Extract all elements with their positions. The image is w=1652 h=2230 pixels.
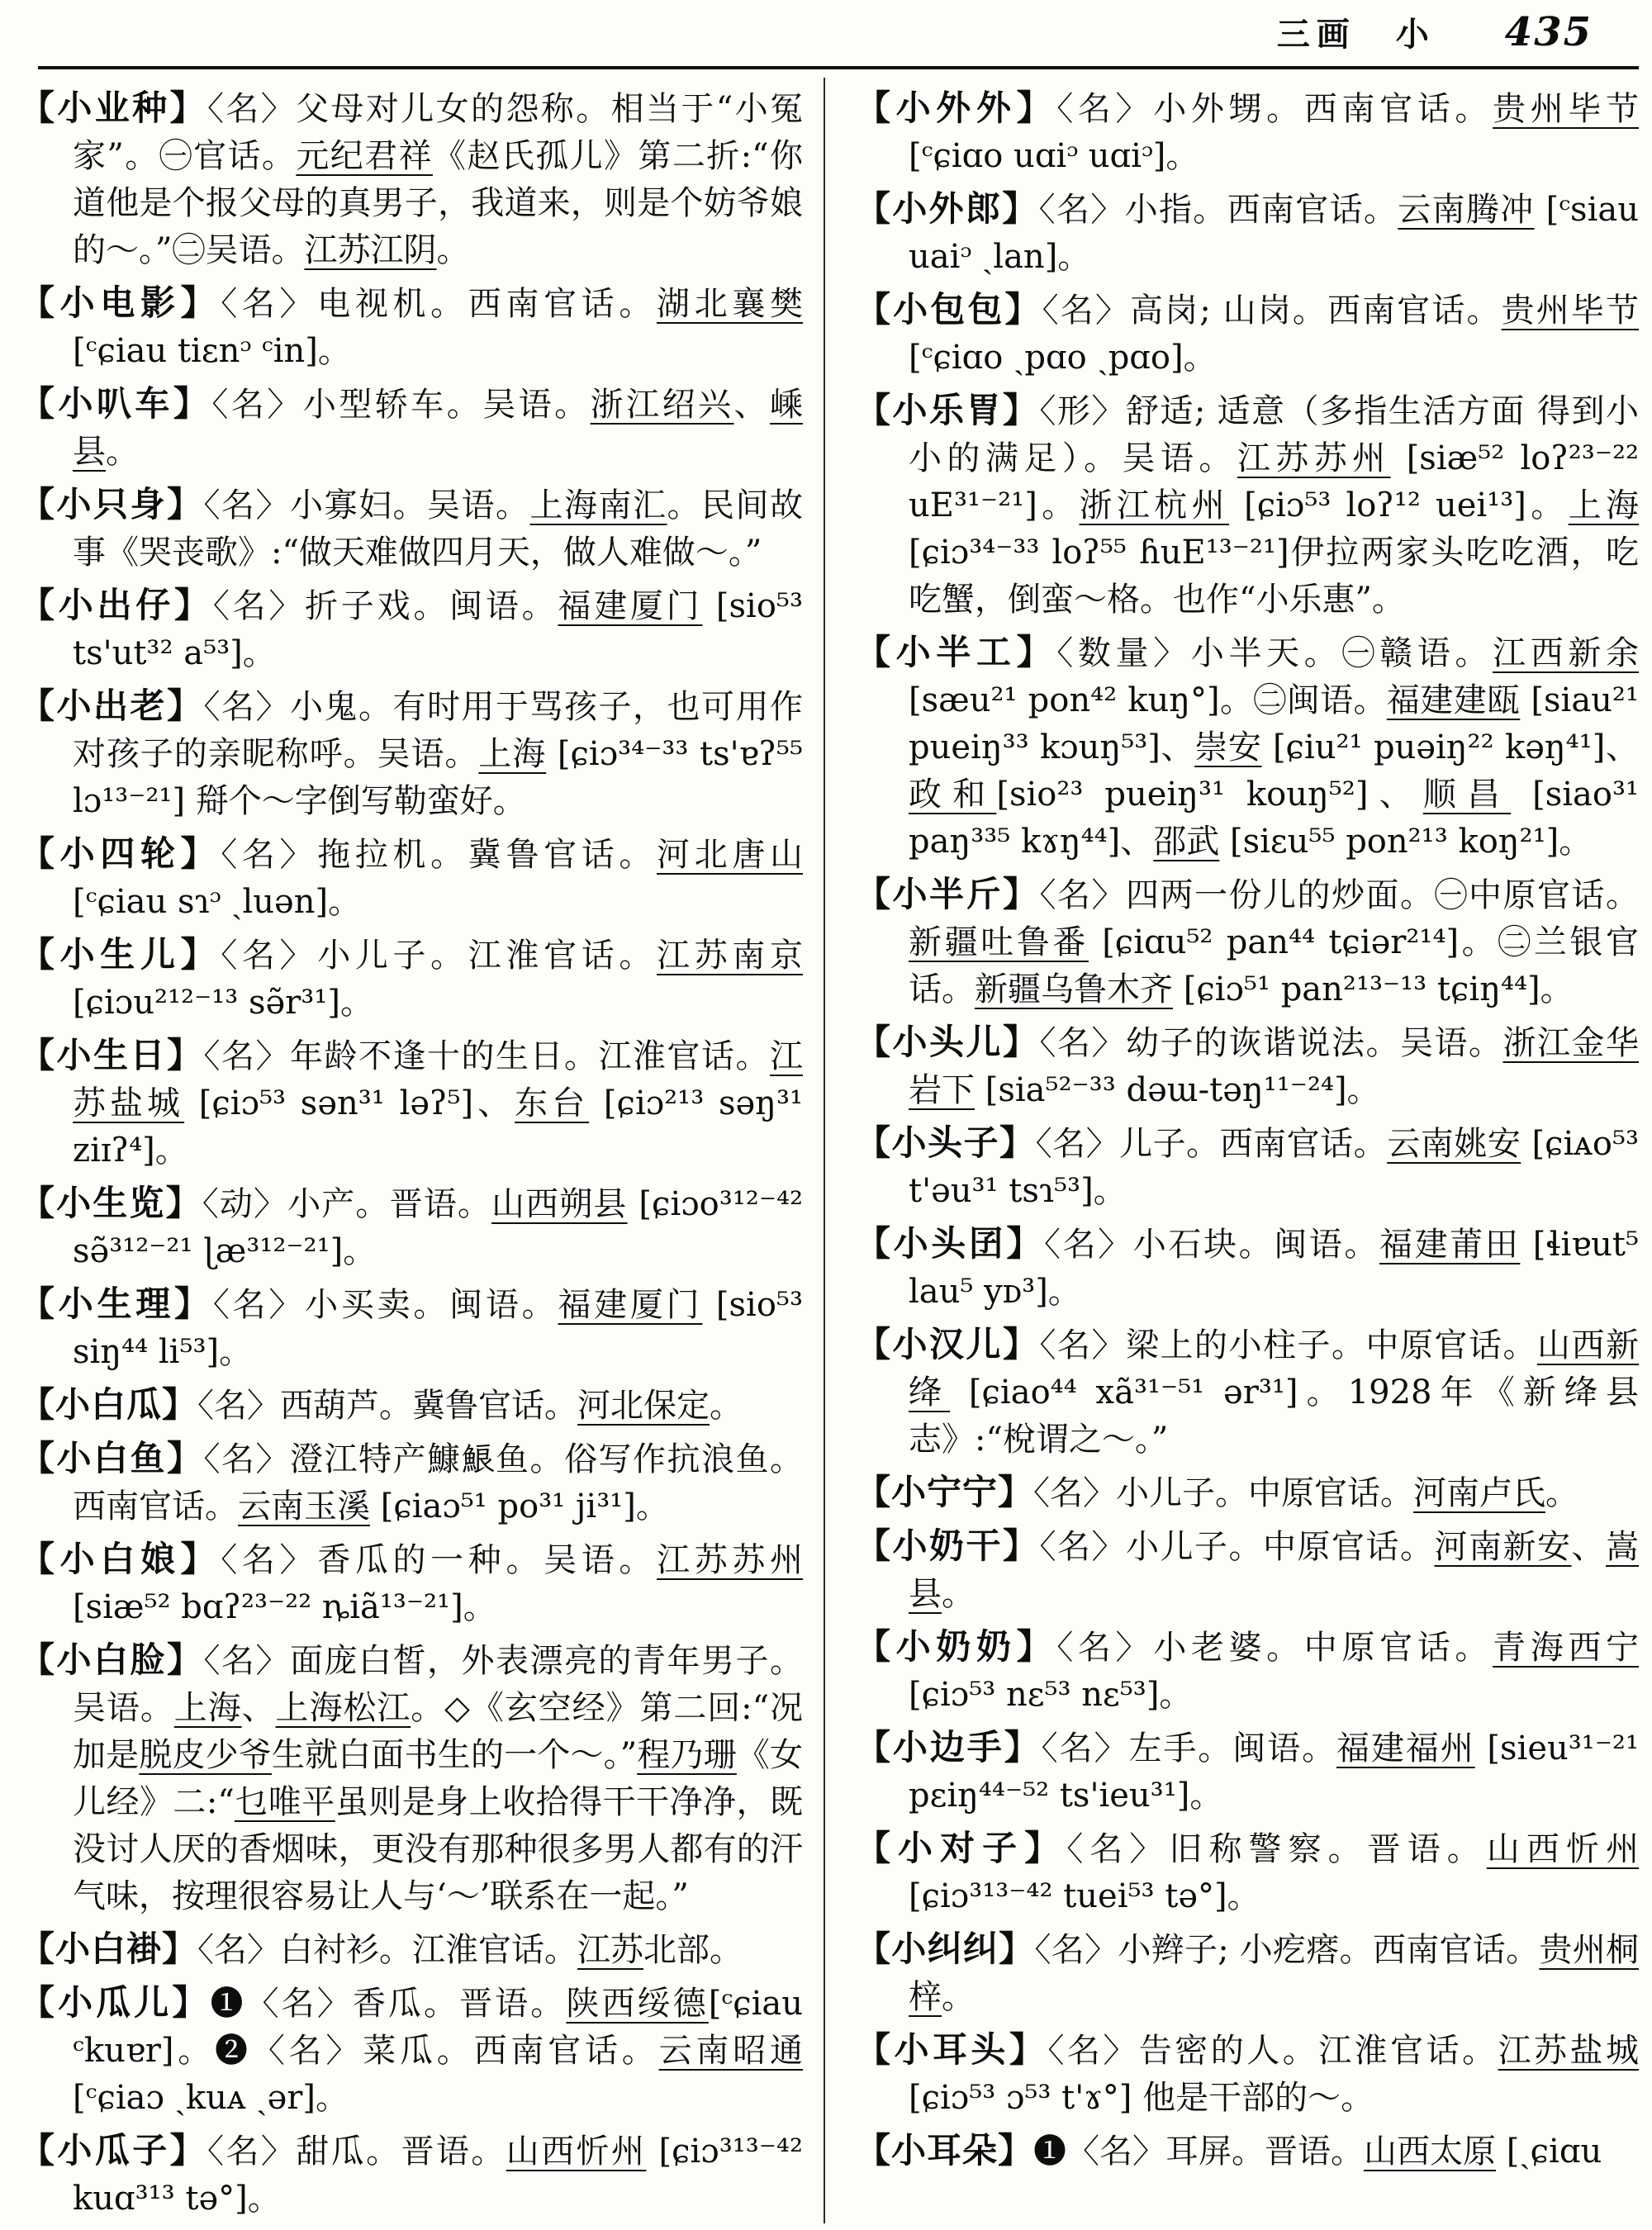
entry-text: 〈名〉电视机。西南官话。 xyxy=(221,285,657,323)
header-rule xyxy=(38,66,1639,69)
underlined-proper-name: 崇安 xyxy=(1194,728,1262,766)
underlined-proper-name: 山西忻州 xyxy=(506,2133,647,2171)
entry-text: 〈名〉小石块。闽语。 xyxy=(1044,1226,1379,1264)
underlined-proper-name: 江苏盐城 xyxy=(1498,2032,1640,2070)
entry-text: [ɕiɔ³⁴⁻³³ loʔ⁵⁵ ɦuE¹³⁻²¹]伊拉两家头吃吃酒，吃吃蟹，倒蛮～格。也作“小乐惠”。 xyxy=(909,534,1639,619)
entry-text: [ɕiɔ⁵¹ pan²¹³⁻¹³ tɕiŋ⁴⁴]。 xyxy=(1173,970,1574,1008)
entry-text: 〈名〉小外甥。西南官话。 xyxy=(1056,90,1493,128)
entry-text: [siau²¹ pueiŋ³³ kɔuŋ⁵³]、 xyxy=(909,681,1640,766)
entry-text: 〈名〉面庞白皙，外表漂亮的青年男子。吴语。 xyxy=(73,1642,803,1727)
underlined-proper-name: 云南腾冲 xyxy=(1398,191,1535,229)
underlined-proper-name: 山西新绛 xyxy=(909,1326,1639,1412)
entry-text: 〈名〉告密的人。江淮官话。 xyxy=(1047,2032,1498,2070)
underlined-proper-name: 浙江杭州 xyxy=(1079,486,1230,524)
underlined-proper-name: 江西新余 xyxy=(1493,634,1639,672)
headword: 【小纠纠】 xyxy=(856,1929,1035,1969)
entry-text: [siæ⁵² loʔ²³⁻²² uE³¹⁻²¹]。 xyxy=(909,439,1640,524)
underlined-proper-name: 嵊县 xyxy=(73,386,804,471)
entry-text: [sio⁵³ siŋ⁴⁴ li⁵³]。 xyxy=(73,1286,804,1371)
entry-text: 〈名〉儿子。西南官话。 xyxy=(1035,1125,1388,1163)
underlined-proper-name: 湖北襄樊 xyxy=(657,285,803,323)
headword: 【小外郎】 xyxy=(856,188,1039,229)
entry-text: 。 xyxy=(942,1978,975,2016)
dictionary-entry xyxy=(856,629,1639,866)
underlined-proper-name: 青海西宁 xyxy=(1493,1629,1639,1667)
underlined-proper-name: 云南昭通 xyxy=(658,2032,804,2070)
dictionary-entry xyxy=(856,286,1639,382)
headword: 【小边手】 xyxy=(856,1727,1042,1767)
dictionary-entry xyxy=(856,1522,1639,1618)
entry-text: [ᶜɕiɑo uɑiᵓ uɑiᵓ]。 xyxy=(909,137,1199,175)
underlined-proper-name: 福建莆田 xyxy=(1379,1226,1521,1264)
entry-text: [sæu²¹ pon⁴² kuŋ°]。㊁闽语。 xyxy=(909,681,1387,719)
underlined-proper-name: 上海 xyxy=(478,735,547,773)
entry-text: [ᶜɕiau ᶜkuɐr]。❷〈名〉菜瓜。西南官话。 xyxy=(73,1985,803,2070)
entry-text: 〈名〉折子戏。闽语。 xyxy=(212,587,558,625)
entry-text: 〈名〉小儿子。中原官话。 xyxy=(1039,1528,1435,1566)
entry-text: [sio²³ pueiŋ³¹ kouŋ⁵²]、 xyxy=(996,776,1423,814)
entry-text: 〈名〉四两一份儿的炒面。㊀中原官话。 xyxy=(1039,876,1639,914)
page-header xyxy=(0,8,1593,55)
entry-text: 〈名〉左手。闽语。 xyxy=(1041,1729,1337,1767)
dictionary-entry xyxy=(20,830,803,926)
section-label: 三画 xyxy=(1276,15,1356,54)
headword: 【小生理】 xyxy=(20,1283,213,1324)
entry-text: 《赵氏孤儿》第二折:“你道他是个报父母的真男子，我道来，则是个妨爷娘的～。”㊁吴语。 xyxy=(73,137,803,269)
entry-text: [siæ⁵² bɑʔ²³⁻²² ȵiã¹³⁻²¹]。 xyxy=(73,1588,496,1626)
dictionary-entry xyxy=(856,1925,1639,2021)
entry-text: 〈形〉舒适; 适意（多指生活方面 得到小小的满足）。吴语。 xyxy=(909,392,1639,477)
dictionary-entry xyxy=(20,682,803,825)
underlined-proper-name: 邵武 xyxy=(1153,823,1220,861)
right-column xyxy=(856,84,1639,2175)
dictionary-entry xyxy=(856,387,1639,624)
headword: 【小白褂】 xyxy=(20,1929,198,1969)
entry-text: 〈名〉拖拉机。冀鲁官话。 xyxy=(221,836,657,874)
underlined-proper-name: 顺昌 xyxy=(1422,776,1512,814)
headword: 【小头儿】 xyxy=(856,1022,1040,1062)
headword: 【小叭车】 xyxy=(20,383,212,424)
dictionary-entry xyxy=(856,1018,1639,1114)
entry-text: 。 xyxy=(436,231,470,269)
dictionary-entry xyxy=(20,1636,803,1920)
entry-text: [ᶜɕiau tiɛnᵓ ᶜin]。 xyxy=(73,332,351,370)
underlined-proper-name: 云南姚安 xyxy=(1387,1125,1521,1163)
underlined-proper-name: 上海南汇 xyxy=(529,486,667,524)
entry-text: 〈名〉小儿子。中原官话。 xyxy=(1033,1474,1414,1512)
dictionary-entry xyxy=(20,1179,803,1275)
entry-text: 〈名〉甜瓜。晋语。 xyxy=(207,2133,506,2171)
entry-text: 《女儿经》二:“ xyxy=(73,1736,804,1821)
headword: 【小乐胃】 xyxy=(856,390,1040,430)
entry-text: 、 xyxy=(241,1689,276,1727)
underlined-proper-name: 新疆乌鲁木齐 xyxy=(975,970,1173,1008)
entry-text: ❶〈名〉香瓜。晋语。 xyxy=(210,1985,567,2023)
entry-text: [ɕiao⁴⁴ xã³¹⁻⁵¹ ər³¹]。1928年《新绛县志》:“梲谓之～。” xyxy=(909,1374,1640,1459)
headword: 【小奶干】 xyxy=(856,1525,1040,1566)
entry-text: 〈名〉小老婆。中原官话。 xyxy=(1056,1629,1493,1667)
entry-text: 。民间故事《哭丧歌》:“做天难做四月天，做人难做～。” xyxy=(73,486,803,572)
dictionary-entry xyxy=(20,1381,803,1430)
dictionary-entry xyxy=(20,1280,803,1376)
dictionary-entry xyxy=(856,1321,1639,1464)
entry-text: 。◇《玄空经》第二回:“况加是 xyxy=(73,1689,804,1774)
entry-text: 〈动〉小产。晋语。 xyxy=(202,1185,491,1223)
underlined-proper-name: 江苏江阴 xyxy=(304,231,437,269)
underlined-proper-name: 贵州毕节 xyxy=(1493,90,1639,128)
headword: 【小半工】 xyxy=(856,632,1057,672)
headword: 【小外外】 xyxy=(856,88,1057,128)
entry-text: [ɕiɔ⁵³ nɛ⁵³ nɛ⁵³]。 xyxy=(909,1676,1193,1714)
entry-text: 〈名〉父母对儿女的怨称。相当于“小冤家”。㊀官话。 xyxy=(73,90,803,175)
entry-text: 。 xyxy=(942,1575,975,1613)
underlined-proper-name: 河南新安 xyxy=(1434,1528,1572,1566)
entry-text: 〈数量〉小半天。㊀赣语。 xyxy=(1056,634,1493,672)
underlined-proper-name: 江苏 xyxy=(577,1931,644,1969)
underlined-proper-name: 政和 xyxy=(909,776,997,814)
entry-text: 〈名〉澄江特产鱇𩷕鱼。俗写作抗浪鱼。西南官话。 xyxy=(73,1440,803,1525)
underlined-proper-name: 福建建瓯 xyxy=(1386,681,1521,719)
dictionary-entry xyxy=(20,84,803,274)
underlined-proper-name: 福建厦门 xyxy=(558,1286,703,1324)
dictionary-entry xyxy=(856,185,1639,281)
dictionary-entry xyxy=(856,1119,1639,1215)
underlined-proper-name: 嵩县 xyxy=(909,1528,1639,1613)
underlined-proper-name: 山西忻州 xyxy=(1486,1830,1639,1868)
entry-text: 〈名〉西葫芦。冀鲁官话。 xyxy=(197,1387,578,1425)
headword: 【小生日】 xyxy=(20,1035,204,1075)
underlined-proper-name: 福建福州 xyxy=(1336,1729,1475,1767)
underlined-proper-name: 云南玉溪 xyxy=(238,1487,370,1525)
headword: 【小汉儿】 xyxy=(856,1324,1040,1364)
dictionary-entry xyxy=(20,279,803,375)
entry-text: [siao³¹ paŋ³³⁵ kɤŋ⁴⁴]、 xyxy=(909,776,1640,861)
headword: 【小白娘】 xyxy=(20,1539,221,1579)
entry-text: [ɕiɔ³⁴⁻³³ ts'ɐʔ⁵⁵ lɔ¹³⁻²¹] 搿个～字倒写勒蛮好。 xyxy=(73,735,804,820)
entry-text: [ɕiaɔ⁵¹ po³¹ ji³¹]。 xyxy=(370,1487,669,1525)
headword: 【小奶奶】 xyxy=(856,1626,1057,1667)
entry-text: 。 xyxy=(106,433,139,471)
entry-text: [ɕiɔ⁵³ ɔ⁵³ t'ɤ°] 他是干部的～。 xyxy=(909,2079,1374,2117)
underlined-proper-name: 浙江绍兴 xyxy=(590,386,734,424)
entry-text: [ɕiᴀo⁵³ t'əu³¹ tsɿ⁵³]。 xyxy=(909,1125,1640,1210)
entry-text: [ɬiɐut⁵ lau⁵ yᴅ³]。 xyxy=(909,1226,1640,1311)
underlined-proper-name: 山西朔县 xyxy=(491,1185,628,1223)
headword: 【小耳朵】 xyxy=(856,2130,1034,2171)
entry-text: [ɕiɔ³¹³⁻⁴² kuɑ³¹³ tə°]。 xyxy=(73,2133,803,2218)
entry-text: 〈名〉白衬衫。江淮官话。 xyxy=(197,1931,578,1969)
dictionary-entry xyxy=(20,1535,803,1631)
headword: 【小白鱼】 xyxy=(20,1438,204,1478)
radical-label: 小 xyxy=(1395,15,1429,54)
entry-text: [siɛu⁵⁵ pon²¹³ koŋ²¹]。 xyxy=(1219,823,1593,861)
dictionary-entry xyxy=(856,1220,1639,1316)
entry-text: 。 xyxy=(710,1387,743,1425)
dictionary-entry xyxy=(856,1724,1639,1820)
headword: 【小电影】 xyxy=(20,282,221,323)
left-column xyxy=(20,84,803,2223)
underlined-proper-name: 江苏苏州 xyxy=(1237,439,1391,477)
underlined-proper-name: 河北保定 xyxy=(577,1387,710,1425)
underlined-proper-name: 脱皮少爷 xyxy=(139,1736,272,1774)
entry-text: [ɕiɔu²¹²⁻¹³ sə̃r³¹]。 xyxy=(73,984,373,1022)
underlined-proper-name: 东台 xyxy=(515,1084,590,1122)
dictionary-entry xyxy=(20,581,803,677)
entry-text: 〈名〉小指。西南官话。 xyxy=(1038,191,1398,229)
headword: 【小瓜子】 xyxy=(20,2130,208,2171)
entry-text: 〈名〉小鬼。有时用于骂孩子，也可用作对孩子的亲昵称呼。吴语。 xyxy=(73,688,803,773)
dictionary-entry xyxy=(20,931,803,1027)
headword: 【小出仔】 xyxy=(20,585,213,625)
dictionary-entry xyxy=(856,1623,1639,1719)
headword: 【小宁宁】 xyxy=(856,1472,1034,1512)
dictionary-entry xyxy=(856,2026,1639,2122)
entry-text: [ɕiu²¹ puəiŋ²² kəŋ⁴¹]、 xyxy=(1261,728,1640,766)
entry-text: ❶〈名〉耳屏。晋语。 xyxy=(1033,2133,1365,2171)
entry-text: [ɕiɑu⁵² pan⁴⁴ tɕiər²¹⁴]。㊁兰银官话。 xyxy=(909,923,1639,1008)
entry-text: [ᶜɕiɑo ˎpɑo ˎpɑo]。 xyxy=(909,339,1217,377)
dictionary-entry xyxy=(856,1824,1639,1920)
underlined-proper-name: 元纪君祥 xyxy=(296,137,433,175)
entry-text: 〈名〉香瓜的一种。吴语。 xyxy=(221,1541,657,1579)
dictionary-entry xyxy=(20,481,803,576)
headword: 【小耳头】 xyxy=(856,2029,1048,2070)
entry-text: [ᶜɕiaɔ ˎkuᴀ ˏər]。 xyxy=(73,2079,349,2117)
entry-text: 〈名〉小辫子; 小疙瘩。西南官话。 xyxy=(1034,1931,1540,1969)
column-divider-line xyxy=(824,78,825,2223)
dictionary-entry xyxy=(20,1435,803,1530)
underlined-proper-name: 上海 xyxy=(1568,486,1639,524)
dictionary-entry xyxy=(20,2127,803,2223)
entry-text: 〈名〉幼子的诙谐说法。吴语。 xyxy=(1039,1024,1503,1062)
underlined-proper-name: 新疆吐鲁番 xyxy=(909,923,1089,961)
entry-text: [ᶜsiau uaiᵓ ˎlan]。 xyxy=(909,191,1639,276)
dictionary-entry xyxy=(20,1925,803,1974)
entry-text: 生就白面书生的一个～。” xyxy=(271,1736,638,1774)
entry-text: [ɕiɔo³¹²⁻⁴² sə̃³¹²⁻²¹ ɭæ³¹²⁻²¹]。 xyxy=(73,1185,804,1270)
headword: 【小出老】 xyxy=(20,686,204,726)
underlined-proper-name: 贵州毕节 xyxy=(1501,292,1639,330)
underlined-proper-name: 上海松江 xyxy=(275,1689,411,1727)
headword: 【小生览】 xyxy=(20,1183,202,1223)
entry-text: [ɕiɔ³¹³⁻⁴² tuei⁵³ tə°]。 xyxy=(909,1877,1260,1915)
entry-text: 虽则是身上收拾得干干净净，既没讨人厌的香烟味，更没有那种很多男人都有的汗气味，按理很容易让人与‘～’联系在一起。” xyxy=(73,1783,803,1915)
entry-text: 〈名〉高岗; 山岗。西南官话。 xyxy=(1042,292,1502,330)
underlined-proper-name: 江苏苏州 xyxy=(657,1541,803,1579)
underlined-proper-name: 山西太原 xyxy=(1364,2133,1497,2171)
underlined-proper-name: 河北唐山 xyxy=(657,836,803,874)
headword: 【小头子】 xyxy=(856,1122,1036,1163)
underlined-proper-name: 贵州桐梓 xyxy=(909,1931,1639,2016)
entry-text: [ˎɕiɑu xyxy=(1496,2133,1602,2171)
dictionary-entry xyxy=(20,1032,803,1174)
entry-text: [ɕiɔ²¹³ səŋ³¹ ziɪʔ⁴]。 xyxy=(73,1084,804,1170)
entry-text: 〈名〉小买卖。闽语。 xyxy=(212,1286,558,1324)
dictionary-entry xyxy=(20,380,803,476)
entry-text: [ᶜɕiau sɿᵓ ˎluən]。 xyxy=(73,883,362,921)
entry-text: 〈名〉年龄不逢十的生日。江淮官话。 xyxy=(203,1037,770,1075)
dictionary-entry xyxy=(856,871,1639,1013)
underlined-proper-name: 程乃珊 xyxy=(637,1736,737,1774)
page-number: 435 xyxy=(1504,9,1593,55)
entry-text: 〈名〉小寡妇。吴语。 xyxy=(203,486,530,524)
entry-text: 〈名〉梁上的小柱子。中原官话。 xyxy=(1039,1326,1537,1364)
entry-text: [sieu³¹⁻²¹ pɛiŋ⁴⁴⁻⁵² ts'ieu³¹]。 xyxy=(909,1729,1640,1815)
headword: 【小对子】 xyxy=(856,1828,1067,1868)
underlined-proper-name: 河南卢氏 xyxy=(1413,1474,1546,1512)
underlined-proper-name: 江苏盐城 xyxy=(73,1037,803,1122)
entry-text: [sio⁵³ ts'ut³² a⁵³]。 xyxy=(73,587,804,672)
underlined-proper-name: 乜唯平 xyxy=(234,1783,335,1821)
headword: 【小生儿】 xyxy=(20,934,221,975)
dictionary-entry xyxy=(856,1468,1639,1517)
entry-text: [ɕiɔ⁵³ loʔ¹² uei¹³]。 xyxy=(1229,486,1569,524)
headword: 【小半斤】 xyxy=(856,874,1040,914)
underlined-proper-name: 福建厦门 xyxy=(558,587,703,625)
headword: 【小头囝】 xyxy=(856,1223,1044,1264)
entry-text: [ɕiɔ⁵³ sən³¹ ləʔ⁵]、 xyxy=(184,1084,515,1122)
entry-text: 、 xyxy=(733,386,771,424)
headword: 【小包包】 xyxy=(856,289,1042,330)
dictionary-entry xyxy=(20,1979,803,2122)
headword: 【小白瓜】 xyxy=(20,1384,198,1425)
entry-text: 〈名〉小儿子。江淮官话。 xyxy=(221,937,657,975)
entry-text: 〈名〉旧称警察。晋语。 xyxy=(1066,1830,1487,1868)
underlined-proper-name: 江苏南京 xyxy=(657,937,803,975)
headword: 【小只身】 xyxy=(20,484,204,524)
entry-text: 北部。 xyxy=(643,1931,743,1969)
headword: 【小四轮】 xyxy=(20,833,221,874)
entry-text: [sia⁵²⁻³³ dəɯ-təŋ¹¹⁻²⁴]。 xyxy=(975,1071,1380,1109)
underlined-proper-name: 陕西绥德 xyxy=(566,1985,709,2023)
underlined-proper-name: 浙江金华岩下 xyxy=(909,1024,1639,1109)
entry-text: 、 xyxy=(1571,1528,1606,1566)
headword: 【小业种】 xyxy=(20,88,207,128)
entry-text: 〈名〉小型轿车。吴语。 xyxy=(211,386,591,424)
headword: 【小白脸】 xyxy=(20,1639,204,1680)
underlined-proper-name: 上海 xyxy=(173,1689,242,1727)
entry-text: 。 xyxy=(1545,1474,1579,1512)
dictionary-entry xyxy=(856,84,1639,180)
dictionary-entry xyxy=(856,2127,1639,2175)
headword: 【小瓜儿】 xyxy=(20,1982,211,2023)
